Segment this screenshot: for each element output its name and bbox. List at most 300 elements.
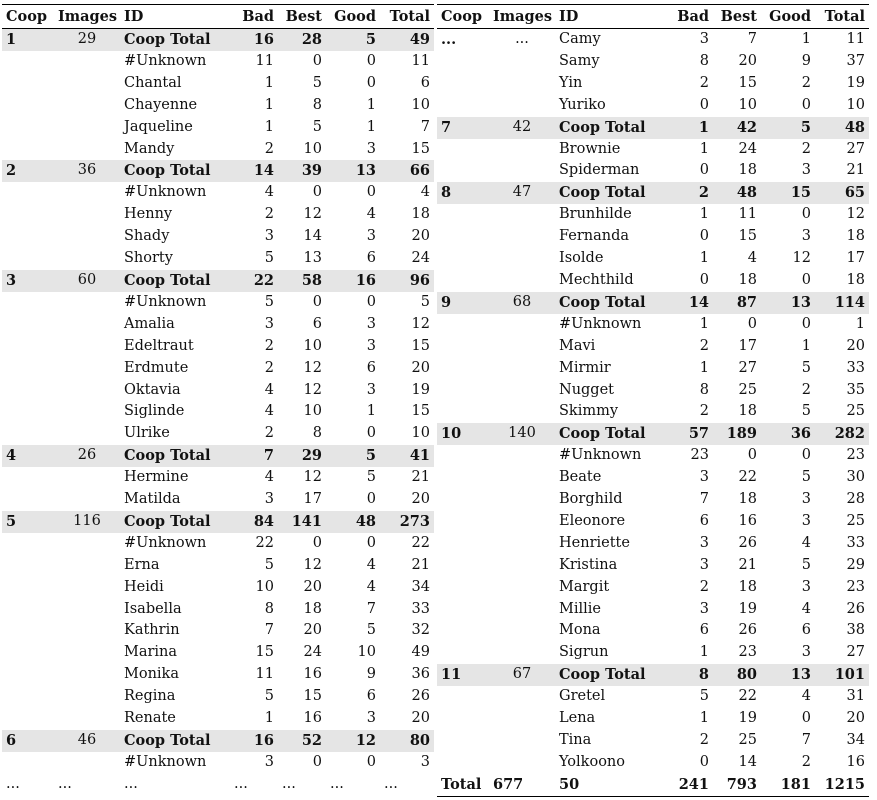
cell-good: 0 xyxy=(366,184,376,201)
cell-images: 140 xyxy=(489,423,555,445)
cell-best: 15 xyxy=(738,228,757,245)
cell-best: 7 xyxy=(747,31,757,47)
cell-best: 6 xyxy=(312,315,322,332)
cell-good: 3 xyxy=(801,162,811,179)
cell-good: 3 xyxy=(801,644,811,661)
cell-total: 15 xyxy=(411,140,430,157)
table-row xyxy=(2,555,434,577)
cell-images xyxy=(489,555,555,577)
cell-bad: 6 xyxy=(699,622,709,639)
cell-best: 18 xyxy=(738,491,757,508)
cell-bad: 8 xyxy=(665,664,713,686)
cell-images xyxy=(54,226,120,248)
cell-total: 1215 xyxy=(815,774,869,796)
cell-total: 20 xyxy=(846,710,865,727)
cell-coop xyxy=(2,708,54,730)
cell-best: ... xyxy=(282,775,296,792)
cell-good: 12 xyxy=(326,730,380,752)
cell-good: 3 xyxy=(801,491,811,508)
cell-coop xyxy=(437,467,489,489)
cell-total: 19 xyxy=(846,74,865,91)
cell-id: #Unknown xyxy=(124,184,207,201)
cell-best: 28 xyxy=(278,29,326,51)
cell-total: 12 xyxy=(846,206,865,223)
cell-bad: 14 xyxy=(230,160,278,182)
cell-bad: 3 xyxy=(264,228,274,245)
cell-images xyxy=(54,380,120,402)
col-header-id: ID xyxy=(124,8,144,25)
cell-best: 0 xyxy=(312,753,322,770)
cell-best: 793 xyxy=(713,774,761,796)
cell-id: Oktavia xyxy=(124,381,181,398)
table-row xyxy=(437,358,869,380)
cell-coop xyxy=(2,204,54,226)
cell-coop: 2 xyxy=(2,160,54,182)
cell-best: 10 xyxy=(303,140,322,157)
cell-total: 21 xyxy=(411,556,430,573)
cell-bad: 1 xyxy=(699,710,709,727)
cell-coop xyxy=(437,95,489,117)
cell-id: Erdmute xyxy=(124,359,189,376)
cell-good: 2 xyxy=(801,140,811,157)
cell-coop xyxy=(2,95,54,117)
cell-images xyxy=(489,708,555,730)
coop-total-row xyxy=(437,292,869,314)
cell-bad: 5 xyxy=(264,556,274,573)
cell-total: 20 xyxy=(411,491,430,508)
cell-images xyxy=(489,358,555,380)
cell-id: Coop Total xyxy=(120,730,230,752)
cell-images xyxy=(489,752,555,774)
cell-bad: ... xyxy=(234,775,248,792)
cell-good: 4 xyxy=(366,556,376,573)
cell-bad: 2 xyxy=(699,74,709,91)
cell-coop xyxy=(437,401,489,423)
cell-total: 49 xyxy=(411,644,430,661)
cell-coop xyxy=(2,467,54,489)
coop-total-row xyxy=(2,29,434,51)
cell-best: 4 xyxy=(747,250,757,267)
cell-good: 3 xyxy=(801,578,811,595)
cell-best: 42 xyxy=(713,117,761,139)
cell-coop xyxy=(2,664,54,686)
table-row xyxy=(437,533,869,555)
cell-good: 2 xyxy=(801,74,811,91)
table-row xyxy=(437,555,869,577)
cell-total: 10 xyxy=(846,96,865,113)
cell-best: 189 xyxy=(713,423,761,445)
cell-best: 0 xyxy=(312,534,322,551)
cell-images xyxy=(54,182,120,204)
cell-best: 15 xyxy=(303,688,322,705)
cell-coop xyxy=(437,73,489,95)
cell-good: 5 xyxy=(366,469,376,486)
table-row xyxy=(437,51,869,73)
cell-best: 16 xyxy=(303,710,322,727)
col-header-bad: Bad xyxy=(677,8,709,25)
cell-bad: 22 xyxy=(255,534,274,551)
cell-bad: 1 xyxy=(699,359,709,376)
cell-bad: 57 xyxy=(665,423,713,445)
cell-bad: 1 xyxy=(699,644,709,661)
cell-total: 33 xyxy=(411,600,430,617)
cell-images xyxy=(489,380,555,402)
header-row xyxy=(2,5,434,29)
cell-total: 29 xyxy=(846,556,865,573)
cell-good: 5 xyxy=(366,622,376,639)
cell-best: 22 xyxy=(738,469,757,486)
cell-coop xyxy=(2,642,54,664)
table-row xyxy=(437,73,869,95)
cell-total: 22 xyxy=(411,534,430,551)
cell-id: Heidi xyxy=(124,578,164,595)
cell-coop xyxy=(437,358,489,380)
cell-total: 33 xyxy=(846,534,865,551)
cell-bad: 2 xyxy=(264,140,274,157)
table-row xyxy=(437,445,869,467)
cell-best: 20 xyxy=(738,52,757,69)
cell-total: 21 xyxy=(846,162,865,179)
cell-best: 141 xyxy=(278,511,326,533)
cell-id: Isolde xyxy=(559,250,604,267)
cell-coop xyxy=(437,686,489,708)
cell-images xyxy=(489,95,555,117)
cell-bad: 4 xyxy=(264,403,274,420)
cell-good: 13 xyxy=(761,292,815,314)
table-row xyxy=(2,73,434,95)
cell-total: 17 xyxy=(846,250,865,267)
cell-coop xyxy=(437,708,489,730)
cell-coop xyxy=(2,182,54,204)
col-header-bad: Bad xyxy=(242,8,274,25)
cell-id: Tina xyxy=(559,732,592,748)
cell-images xyxy=(54,599,120,621)
cell-bad: 6 xyxy=(699,512,709,529)
cell-total: 27 xyxy=(846,140,865,157)
table-row xyxy=(437,730,869,752)
cell-total: 34 xyxy=(846,732,865,748)
cell-images xyxy=(54,314,120,336)
cell-id: Mechthild xyxy=(559,271,634,288)
cell-best: 24 xyxy=(738,140,757,157)
table-left-half xyxy=(2,4,434,796)
cell-bad: 0 xyxy=(699,228,709,245)
cell-good: 6 xyxy=(801,622,811,639)
cell-best: 16 xyxy=(303,666,322,683)
cell-id: Shorty xyxy=(124,250,173,267)
cell-bad: 8 xyxy=(264,600,274,617)
cell-images xyxy=(54,248,120,270)
table-row xyxy=(2,248,434,270)
cell-bad: 3 xyxy=(699,600,709,617)
cell-images xyxy=(54,642,120,664)
cell-best: 18 xyxy=(738,162,757,179)
col-header-total: Total xyxy=(824,8,865,25)
cell-best: 17 xyxy=(303,491,322,508)
cell-good: 0 xyxy=(366,753,376,770)
cell-coop xyxy=(437,226,489,248)
cell-id: Samy xyxy=(559,52,600,69)
table-row xyxy=(437,336,869,358)
cell-good: 3 xyxy=(366,710,376,727)
cell-total: 23 xyxy=(846,578,865,595)
cell-best: 58 xyxy=(278,270,326,292)
cell-best: 22 xyxy=(738,688,757,705)
cell-coop xyxy=(437,204,489,226)
cell-good: 13 xyxy=(761,664,815,686)
cell-total: 11 xyxy=(846,31,865,47)
cell-total: 26 xyxy=(846,600,865,617)
table-row xyxy=(437,708,869,730)
col-header-good: Good xyxy=(769,8,811,25)
cell-coop: ... xyxy=(6,775,20,792)
cell-id: Isabella xyxy=(124,600,182,617)
cell-good: 3 xyxy=(366,337,376,354)
cell-id: Fernanda xyxy=(559,228,630,245)
cell-images xyxy=(54,423,120,445)
cell-best: 19 xyxy=(738,600,757,617)
cell-good: 6 xyxy=(366,688,376,705)
header-row xyxy=(437,5,869,29)
cell-total: 25 xyxy=(846,512,865,529)
cell-images xyxy=(489,314,555,336)
cell-best: 16 xyxy=(738,512,757,529)
table-row xyxy=(437,489,869,511)
cell-images xyxy=(54,752,120,774)
cell-id: Erna xyxy=(124,556,160,573)
cell-bad: 3 xyxy=(699,31,709,47)
cell-best: 12 xyxy=(303,469,322,486)
cell-id: Coop Total xyxy=(120,445,230,467)
cell-id: Hermine xyxy=(124,469,189,486)
cell-images xyxy=(54,358,120,380)
cell-best: 87 xyxy=(713,292,761,314)
cell-id: Gretel xyxy=(559,688,606,705)
coop-total-row xyxy=(2,160,434,182)
cell-bad: 1 xyxy=(699,315,709,332)
table-row xyxy=(437,686,869,708)
cell-bad: 3 xyxy=(264,491,274,508)
table-row xyxy=(437,95,869,117)
cell-bad: 2 xyxy=(699,578,709,595)
cell-bad: 0 xyxy=(699,271,709,288)
coop-total-row xyxy=(2,511,434,533)
cell-images xyxy=(489,73,555,95)
cell-bad: 2 xyxy=(264,425,274,442)
col-header-good: Good xyxy=(334,8,376,25)
coop-total-row xyxy=(2,270,434,292)
cell-total: 3 xyxy=(420,753,430,770)
cell-total: 10 xyxy=(411,425,430,442)
cell-id: Chayenne xyxy=(124,96,198,113)
cell-good: 1 xyxy=(366,118,376,135)
cell-id: Eleonore xyxy=(559,512,626,529)
cell-total: 16 xyxy=(846,753,865,770)
cell-coop xyxy=(2,139,54,161)
cell-good: 5 xyxy=(801,359,811,376)
cell-total: 23 xyxy=(846,447,865,464)
coop-table-right xyxy=(437,4,869,797)
cell-good: 0 xyxy=(801,447,811,464)
col-header-images: Images xyxy=(58,8,118,25)
cell-bad: 2 xyxy=(264,359,274,376)
cell-total: 12 xyxy=(411,315,430,332)
cell-id: Kathrin xyxy=(124,622,180,639)
coop-total-row xyxy=(2,445,434,467)
cell-id: 50 xyxy=(555,774,665,796)
cell-coop: 3 xyxy=(2,270,54,292)
cell-bad: 2 xyxy=(699,337,709,354)
cell-images xyxy=(54,51,120,73)
cell-best: 13 xyxy=(303,250,322,267)
cell-total: ... xyxy=(384,775,398,792)
cell-images xyxy=(54,401,120,423)
cell-bad: 84 xyxy=(230,511,278,533)
cell-best: 12 xyxy=(303,556,322,573)
cell-best: 25 xyxy=(738,381,757,398)
cell-total: 26 xyxy=(411,688,430,705)
cell-coop xyxy=(437,489,489,511)
cell-bad: 4 xyxy=(264,184,274,201)
cell-images: ... xyxy=(515,31,529,47)
table-row xyxy=(437,752,869,774)
cell-best: 0 xyxy=(747,315,757,332)
cell-good: 3 xyxy=(801,512,811,529)
cell-good: 12 xyxy=(792,250,811,267)
cell-total: 7 xyxy=(420,118,430,135)
cell-total: 18 xyxy=(846,228,865,245)
cell-images: 116 xyxy=(54,511,120,533)
table-row xyxy=(2,708,434,730)
cell-best: 10 xyxy=(738,96,757,113)
cell-coop xyxy=(437,160,489,182)
cell-coop: 10 xyxy=(437,423,489,445)
cell-coop: 4 xyxy=(2,445,54,467)
coop-total-row xyxy=(437,664,869,686)
cell-coop xyxy=(437,270,489,292)
cell-bad: 2 xyxy=(264,337,274,354)
cell-total: 65 xyxy=(815,182,869,204)
cell-good: 1 xyxy=(366,403,376,420)
cell-total: 19 xyxy=(411,381,430,398)
cell-good: 0 xyxy=(801,271,811,288)
table-row xyxy=(437,226,869,248)
cell-good: 4 xyxy=(801,534,811,551)
cell-best: 39 xyxy=(278,160,326,182)
cell-good: 7 xyxy=(801,732,811,748)
cell-best: 0 xyxy=(312,184,322,201)
table-row xyxy=(437,467,869,489)
cell-total: 114 xyxy=(815,292,869,314)
cell-good: 0 xyxy=(366,425,376,442)
cell-images xyxy=(489,270,555,292)
cell-good: 36 xyxy=(761,423,815,445)
table-row xyxy=(2,95,434,117)
cell-best: 23 xyxy=(738,644,757,661)
cell-images xyxy=(489,577,555,599)
ellipsis-row xyxy=(2,774,434,796)
cell-id: Coop Total xyxy=(120,270,230,292)
cell-images xyxy=(54,336,120,358)
cell-best: 26 xyxy=(738,534,757,551)
col-header-best: Best xyxy=(285,8,322,25)
cell-id: Brownie xyxy=(559,140,621,157)
table-row xyxy=(437,401,869,423)
cell-coop: 5 xyxy=(2,511,54,533)
cell-best: 14 xyxy=(303,228,322,245)
cell-id: Spiderman xyxy=(559,162,640,179)
cell-coop xyxy=(2,51,54,73)
cell-total: 101 xyxy=(815,664,869,686)
cell-total: 21 xyxy=(411,469,430,486)
cell-best: 19 xyxy=(738,710,757,727)
cell-total: 11 xyxy=(411,52,430,69)
cell-total: 282 xyxy=(815,423,869,445)
cell-images: 36 xyxy=(54,160,120,182)
cell-coop xyxy=(437,577,489,599)
cell-coop xyxy=(2,555,54,577)
table-row xyxy=(437,270,869,292)
table-row xyxy=(2,51,434,73)
cell-best: 24 xyxy=(303,644,322,661)
cell-id: Renate xyxy=(124,710,176,727)
cell-good: 9 xyxy=(366,666,376,683)
cell-images xyxy=(489,226,555,248)
cell-coop xyxy=(2,533,54,555)
cell-images: 67 xyxy=(489,664,555,686)
col-header-coop: Coop xyxy=(6,8,48,25)
cell-coop xyxy=(437,248,489,270)
cell-best: 12 xyxy=(303,206,322,223)
cell-coop xyxy=(437,51,489,73)
cell-good: 13 xyxy=(326,160,380,182)
cell-best: 21 xyxy=(738,556,757,573)
cell-bad: 1 xyxy=(264,710,274,727)
cell-total: 4 xyxy=(420,184,430,201)
cell-good: 4 xyxy=(801,688,811,705)
cell-coop xyxy=(2,401,54,423)
cell-id: #Unknown xyxy=(124,534,207,551)
cell-images: 60 xyxy=(54,270,120,292)
col-header-total: Total xyxy=(389,8,430,25)
cell-coop xyxy=(437,620,489,642)
cell-id: Mavi xyxy=(559,337,596,354)
cell-bad: 2 xyxy=(699,403,709,420)
cell-best: 29 xyxy=(278,445,326,467)
cell-good: 4 xyxy=(801,600,811,617)
cell-id: Ulrike xyxy=(124,425,170,442)
cell-total: 18 xyxy=(411,206,430,223)
cell-good: 0 xyxy=(366,293,376,310)
cell-bad: 3 xyxy=(699,534,709,551)
cell-bad: 1 xyxy=(264,96,274,113)
table-row xyxy=(437,620,869,642)
cell-coop xyxy=(2,380,54,402)
cell-best: 5 xyxy=(312,74,322,91)
cell-good: 0 xyxy=(366,52,376,69)
cell-good: 2 xyxy=(801,753,811,770)
cell-bad: 8 xyxy=(699,381,709,398)
table-row xyxy=(437,380,869,402)
cell-images xyxy=(489,642,555,664)
cell-total: 10 xyxy=(411,96,430,113)
cell-id: Henriette xyxy=(559,534,630,551)
cell-id: Skimmy xyxy=(559,403,619,420)
table-row xyxy=(2,423,434,445)
cell-images: 46 xyxy=(54,730,120,752)
cell-good: 1 xyxy=(366,96,376,113)
cell-good: 5 xyxy=(326,445,380,467)
